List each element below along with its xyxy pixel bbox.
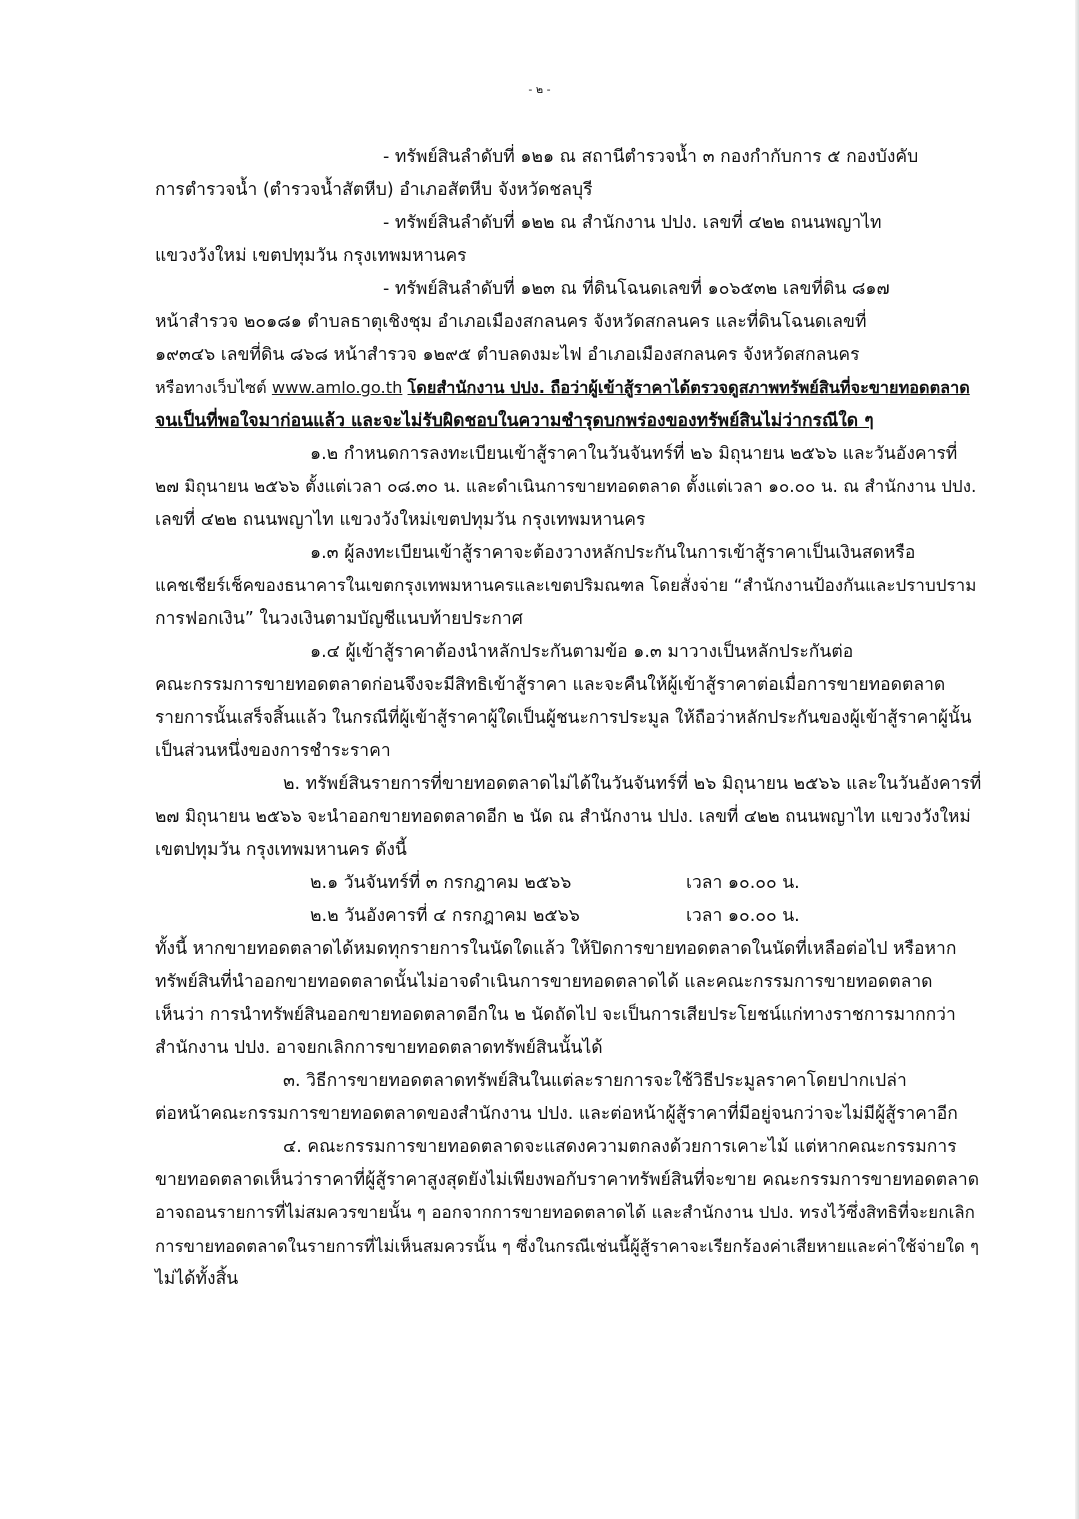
text-line-32: ขายทอดตลาดเห็นว่าราคาที่ผู้สู้ราคาสูงสุดยังไม่เพียงพอกับราคาทรัพย์สินที่จะขาย คณะกรรมการขายทอดตลาด [155,1170,980,1190]
text-line-27: เห็นว่า การนำทรัพย์สินออกขายทอดตลาดอีกใน ๒ นัดถัดไป จะเป็นการเสียประโยชน์แก่ทางราชการมากกว่า [155,1005,956,1025]
disclaimer-bold-1: โดยสำนักงาน ปปง. ถือว่าผู้เข้าสู้ราคาได้ตรวจดูสภาพทรัพย์สินที่จะขายทอดตลาด [407,378,970,397]
text-line-22: เขตปทุมวัน กรุงเทพมหานคร ดังนี้ [155,840,407,860]
schedule-time-2: เวลา ๑๐.๐๐ น. [686,906,800,926]
text-line-25: ทั้งนี้ หากขายทอดตลาดได้หมดทุกรายการในนัดใดแล้ว ให้ปิดการขายทอดตลาดในนัดที่เหลือต่อไป หรือหาก [155,939,957,959]
text-line-5: - ทรัพย์สินลำดับที่ ๑๒๓ ณ ที่ดินโฉนดเลขที่ ๑๐๖๕๓๒ เลขที่ดิน ๘๑๗ [383,279,890,299]
text-line-8 [155,376,970,400]
text-line-29: ๓. วิธีการขายทอดตลาดทรัพย์สินในแต่ละรายการจะใช้วิธีประมูลราคาโดยปากเปล่า [283,1071,907,1091]
text-line-19: เป็นส่วนหนึ่งของการชำระราคา [155,741,391,761]
text-line-13: ๑.๓ ผู้ลงทะเบียนเข้าสู้ราคาจะต้องวางหลักประกันในการเข้าสู้ราคาเป็นเงินสดหรือ [310,543,916,563]
text-line-3: - ทรัพย์สินลำดับที่ ๑๒๒ ณ สำนักงาน ปปง. เลขที่ ๔๒๒ ถนนพญาไท [383,213,882,233]
text-line-9 [155,409,874,433]
website-prefix: หรือทางเว็บไซต์ [155,378,267,397]
disclaimer-bold-2: จนเป็นที่พอใจมาก่อนแล้ว และจะไม่รับผิดชอบในความชำรุดบกพร่องของทรัพย์สินไม่ว่ากรณีใด ๆ [155,411,874,431]
page-edge-shadow [1075,0,1079,1519]
schedule-date-1: ๒.๑ วันจันทร์ที่ ๓ กรกฎาคม ๒๕๖๖ [310,873,572,893]
schedule-date-2: ๒.๒ วันอังคารที่ ๔ กรกฎาคม ๒๕๖๖ [310,906,580,926]
website-link[interactable]: www.amlo.go.th [271,378,403,397]
text-line-11: ๒๗ มิถุนายน ๒๕๖๖ ตั้งแต่เวลา ๐๘.๓๐ น. และดำเนินการขายทอดตลาด ตั้งแต่เวลา ๑๐.๐๐ น. ณ สำนักงาน ปปง. [155,477,977,497]
text-line-34: การขายทอดตลาดในรายการที่ไม่เห็นสมควรนั้น ๆ ซึ่งในกรณีเช่นนี้ผู้สู้ราคาจะเรียกร้องค่าเสียหายและค่าใช้จ่ายใด ๆ [155,1236,980,1256]
text-line-17: คณะกรรมการขายทอดตลาดก่อนจึงจะมีสิทธิเข้าสู้ราคา และจะคืนให้ผู้เข้าสู้ราคาต่อเมื่อการขายทอดตลาด [155,675,946,695]
text-line-16: ๑.๔ ผู้เข้าสู้ราคาต้องนำหลักประกันตามข้อ ๑.๓ มาวางเป็นหลักประกันต่อ [310,642,854,662]
text-line-35: ไม่ได้ทั้งสิ้น [155,1269,239,1289]
text-line-30: ต่อหน้าคณะกรรมการขายทอดตลาดของสำนักงาน ปปง. และต่อหน้าผู้สู้ราคาที่มีอยู่จนกว่าจะไม่มีผู้สู้ราคาอีก [155,1104,958,1124]
text-line-1: - ทรัพย์สินลำดับที่ ๑๒๑ ณ สถานีตำรวจน้ำ ๓ กองกำกับการ ๕ กองบังคับ [383,147,919,167]
text-line-33: อาจถอนรายการที่ไม่สมควรขายนั้น ๆ ออกจากการขายทอดตลาดได้ และสำนักงาน ปปง. ทรงไว้ซึ่งสิทธิที่จะยกเลิก [155,1203,975,1223]
text-line-12: เลขที่ ๔๒๒ ถนนพญาไท แขวงวังใหม่เขตปทุมวัน กรุงเทพมหานคร [155,510,646,530]
text-line-21: ๒๗ มิถุนายน ๒๕๖๖ จะนำออกขายทอดตลาดอีก ๒ นัด ณ สำนักงาน ปปง. เลขที่ ๔๒๒ ถนนพญาไท แขวงวังใหม่ [155,807,971,827]
text-line-4: แขวงวังใหม่ เขตปทุมวัน กรุงเทพมหานคร [155,246,467,266]
text-line-6: หน้าสำรวจ ๒๐๑๘๑ ตำบลธาตุเชิงชุม อำเภอเมืองสกลนคร จังหวัดสกลนคร และที่ดินโฉนดเลขที่ [155,312,867,332]
text-line-7: ๑๙๓๔๖ เลขที่ดิน ๘๖๘ หน้าสำรวจ ๑๒๙๕ ตำบลดงมะไฟ อำเภอเมืองสกลนคร จังหวัดสกลนคร [155,345,860,365]
text-line-10: ๑.๒ กำหนดการลงทะเบียนเข้าสู้ราคาในวันจันทร์ที่ ๒๖ มิถุนายน ๒๕๖๖ และวันอังคารที่ [310,444,958,464]
text-line-31: ๔. คณะกรรมการขายทอดตลาดจะแสดงความตกลงด้วยการเคาะไม้ แต่หากคณะกรรมการ [283,1137,957,1157]
text-line-2: การตำรวจน้ำ (ตำรวจน้ำสัตหีบ) อำเภอสัตหีบ จังหวัดชลบุรี [155,180,593,200]
text-line-18: รายการนั้นเสร็จสิ้นแล้ว ในกรณีที่ผู้เข้าสู้ราคาผู้ใดเป็นผู้ชนะการประมูล ให้ถือว่าหลักประกันของผู้เข้าสู้ราคาผู้นั้น [155,708,972,728]
page-number: - ๒ - [528,83,551,96]
text-line-15: การฟอกเงิน” ในวงเงินตามบัญชีแนบท้ายประกาศ [155,609,523,629]
text-line-28: สำนักงาน ปปง. อาจยกเลิกการขายทอดตลาดทรัพย์สินนั้นได้ [155,1038,603,1058]
text-line-14: แคชเชียร์เช็คของธนาคารในเขตกรุงเทพมหานครและเขตปริมณฑล โดยสั่งจ่าย “สำนักงานป้องกันและปราบปราม [155,576,977,596]
text-line-26: ทรัพย์สินที่นำออกขายทอดตลาดนั้นไม่อาจดำเนินการขายทอดตลาดได้ และคณะกรรมการขายทอดตลาด [155,972,933,992]
text-line-20: ๒. ทรัพย์สินรายการที่ขายทอดตลาดไม่ได้ในวันจันทร์ที่ ๒๖ มิถุนายน ๒๕๖๖ และในวันอังคารที่ [283,774,982,794]
schedule-time-1: เวลา ๑๐.๐๐ น. [686,873,800,893]
